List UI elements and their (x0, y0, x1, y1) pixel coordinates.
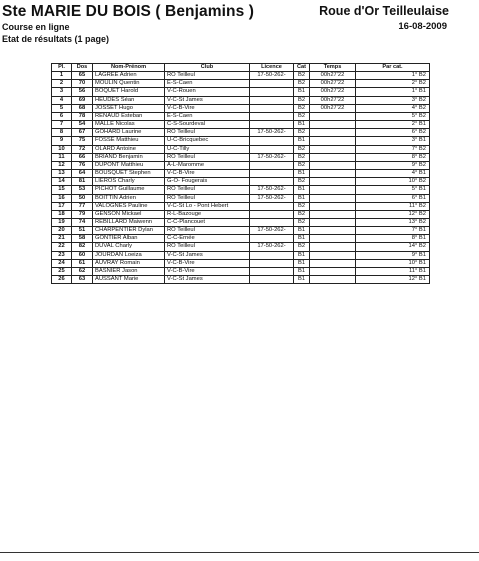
cell-category: B2 (294, 243, 310, 251)
cell-place: 21 (52, 235, 72, 243)
cell-time (310, 153, 356, 161)
cell-category: B1 (294, 121, 310, 129)
cell-licence (250, 145, 294, 153)
cell-category: B2 (294, 96, 310, 104)
cell-bib: 82 (72, 243, 93, 251)
cell-place: 7 (52, 121, 72, 129)
report-title: Etat de résultats (1 page) (2, 34, 110, 44)
cell-time (310, 276, 356, 284)
cell-category: B1 (294, 137, 310, 145)
cell-category-rank: 2° B2 (356, 80, 430, 88)
cell-category: B2 (294, 104, 310, 112)
cell-category-rank: 9° B2 (356, 161, 430, 169)
cell-licence (250, 267, 294, 275)
cell-licence: 17-50-262- (250, 243, 294, 251)
cell-club: V-C-St Lo - Pont Hebert (165, 202, 250, 210)
table-row (52, 170, 430, 178)
cell-category-rank: 12° B1 (356, 276, 430, 284)
cell-bib: 81 (72, 178, 93, 186)
cell-place: 18 (52, 210, 72, 218)
cell-category-rank: 3° B2 (356, 96, 430, 104)
cell-category: B1 (294, 170, 310, 178)
cell-place: 14 (52, 178, 72, 186)
cell-category: B2 (294, 161, 310, 169)
cell-bib: 77 (72, 202, 93, 210)
cell-name: BRIAND Benjamin (93, 153, 165, 161)
cell-name: MALLE Nicolas (93, 121, 165, 129)
cell-club: V-C-St James (165, 276, 250, 284)
cell-licence (250, 170, 294, 178)
cell-category: B1 (294, 227, 310, 235)
cell-bib: 54 (72, 121, 93, 129)
cell-name: HEUDES Séan (93, 96, 165, 104)
cell-category: B2 (294, 202, 310, 210)
cell-place: 6 (52, 112, 72, 120)
cell-place: 25 (52, 267, 72, 275)
cell-club: V-C-B-Vire (165, 259, 250, 267)
cell-club: U-C-Tilly (165, 145, 250, 153)
cell-place: 2 (52, 80, 72, 88)
cell-club: RO Teilleul (165, 227, 250, 235)
race-title: Ste MARIE DU BOIS ( Benjamins ) (2, 3, 254, 20)
cell-club: RO Teilleul (165, 194, 250, 202)
cell-category-rank: 14° B2 (356, 243, 430, 251)
table-row (52, 267, 430, 275)
cell-licence (250, 137, 294, 145)
cell-category-rank: 7° B2 (356, 145, 430, 153)
col-header-category: Cat (294, 64, 310, 72)
cell-time (310, 210, 356, 218)
cell-name: GENSON Mickael (93, 210, 165, 218)
cell-place: 12 (52, 161, 72, 169)
cell-name: GONTIER Alban (93, 235, 165, 243)
table-row (52, 276, 430, 284)
cell-place: 16 (52, 194, 72, 202)
cell-place: 4 (52, 96, 72, 104)
cell-category-rank: 10° B2 (356, 178, 430, 186)
cell-category: B1 (294, 267, 310, 275)
cell-category: B1 (294, 235, 310, 243)
table-row (52, 235, 430, 243)
cell-category: B2 (294, 129, 310, 137)
cell-name: DUPONT Matthieu (93, 161, 165, 169)
table-row (52, 194, 430, 202)
table-row (52, 145, 430, 153)
cell-category: B2 (294, 112, 310, 120)
cell-club: V-C-B-Vire (165, 104, 250, 112)
cell-place: 19 (52, 218, 72, 226)
cell-bib: 74 (72, 218, 93, 226)
cell-category: B2 (294, 80, 310, 88)
table-row (52, 218, 430, 226)
cell-club: C-C-Plancouet (165, 218, 250, 226)
cell-category-rank: 6° B1 (356, 194, 430, 202)
cell-category-rank: 13° B2 (356, 218, 430, 226)
table-row (52, 251, 430, 259)
cell-place: 10 (52, 145, 72, 153)
cell-name: PICHOT Guillaume (93, 186, 165, 194)
cell-time (310, 145, 356, 153)
cell-place: 3 (52, 88, 72, 96)
cell-category: B2 (294, 178, 310, 186)
cell-place: 23 (52, 251, 72, 259)
cell-name: GOHARD Laurine (93, 129, 165, 137)
table-row (52, 243, 430, 251)
cell-bib: 64 (72, 170, 93, 178)
cell-category: B1 (294, 186, 310, 194)
table-row (52, 137, 430, 145)
cell-time (310, 202, 356, 210)
cell-bib: 66 (72, 153, 93, 161)
cell-place: 13 (52, 170, 72, 178)
cell-category-rank: 12° B2 (356, 210, 430, 218)
race-type: Course en ligne (2, 22, 70, 32)
cell-name: FOSSE Matthieu (93, 137, 165, 145)
cell-place: 24 (52, 259, 72, 267)
cell-name: AUVRAY Romain (93, 259, 165, 267)
cell-category: B2 (294, 210, 310, 218)
cell-bib: 75 (72, 137, 93, 145)
cell-time (310, 194, 356, 202)
table-header-row (52, 64, 430, 72)
cell-bib: 68 (72, 104, 93, 112)
cell-name: BOITTIN Adrien (93, 194, 165, 202)
cell-name: VALOGNES Pauline (93, 202, 165, 210)
cell-category-rank: 8° B2 (356, 153, 430, 161)
cell-licence (250, 121, 294, 129)
cell-category: B1 (294, 259, 310, 267)
cell-time (310, 251, 356, 259)
cell-time (310, 235, 356, 243)
col-header-place: Pl. (52, 64, 72, 72)
cell-place: 15 (52, 186, 72, 194)
cell-bib: 63 (72, 276, 93, 284)
cell-time (310, 178, 356, 186)
cell-club: A-L-Maromme (165, 161, 250, 169)
cell-licence (250, 218, 294, 226)
cell-category: B1 (294, 276, 310, 284)
cell-licence (250, 88, 294, 96)
col-header-licence: Licence (250, 64, 294, 72)
table-row (52, 80, 430, 88)
cell-place: 11 (52, 153, 72, 161)
cell-category-rank: 2° B1 (356, 121, 430, 129)
cell-category-rank: 11° B2 (356, 202, 430, 210)
cell-licence: 17-50-262- (250, 72, 294, 80)
cell-bib: 62 (72, 267, 93, 275)
cell-club: V-C-B-Vire (165, 267, 250, 275)
cell-category-rank: 1° B2 (356, 72, 430, 80)
cell-name: JOURDAN Loeiza (93, 251, 165, 259)
organizer-name: Roue d'Or Teilleulaise (319, 4, 449, 18)
cell-club: E-S-Caen (165, 80, 250, 88)
cell-club: V-C-St James (165, 251, 250, 259)
cell-category-rank: 7° B1 (356, 227, 430, 235)
cell-licence (250, 259, 294, 267)
cell-bib: 69 (72, 96, 93, 104)
table-row (52, 210, 430, 218)
cell-club: V-C-St James (165, 96, 250, 104)
cell-name: REBILLARD Maiwenn (93, 218, 165, 226)
cell-time: 00h27'22 (310, 88, 356, 96)
table-row (52, 72, 430, 80)
cell-place: 22 (52, 243, 72, 251)
cell-bib: 70 (72, 80, 93, 88)
cell-time: 00h27'22 (310, 80, 356, 88)
table-row (52, 104, 430, 112)
table-row (52, 186, 430, 194)
cell-club: RO Teilleul (165, 72, 250, 80)
cell-licence (250, 96, 294, 104)
cell-club: U-C-Bricquebec (165, 137, 250, 145)
cell-licence: 17-50-262- (250, 186, 294, 194)
cell-name: LIEROS Charly (93, 178, 165, 186)
cell-time (310, 243, 356, 251)
cell-bib: 79 (72, 210, 93, 218)
cell-category: B2 (294, 145, 310, 153)
cell-category-rank: 1° B1 (356, 88, 430, 96)
cell-time (310, 129, 356, 137)
cell-time (310, 121, 356, 129)
cell-time (310, 161, 356, 169)
results-table (51, 63, 430, 284)
cell-category: B2 (294, 153, 310, 161)
cell-category: B2 (294, 218, 310, 226)
cell-club: V-C-B-Vire (165, 170, 250, 178)
cell-club: V-C-Rouen (165, 88, 250, 96)
cell-club: RO Teilleul (165, 153, 250, 161)
cell-club: RO Teilleul (165, 243, 250, 251)
cell-licence (250, 161, 294, 169)
cell-bib: 76 (72, 161, 93, 169)
cell-name: OLARD Antoine (93, 145, 165, 153)
cell-name: BASNIER Jason (93, 267, 165, 275)
cell-bib: 58 (72, 235, 93, 243)
cell-club: RO Teilleul (165, 129, 250, 137)
cell-category: B1 (294, 194, 310, 202)
cell-category: B1 (294, 88, 310, 96)
col-header-club: Club (165, 64, 250, 72)
cell-licence: 17-50-262- (250, 129, 294, 137)
cell-place: 1 (52, 72, 72, 80)
cell-category-rank: 10° B1 (356, 259, 430, 267)
cell-category-rank: 6° B2 (356, 129, 430, 137)
cell-licence (250, 80, 294, 88)
cell-name: DUVAL Charly (93, 243, 165, 251)
cell-licence: 17-50-262- (250, 194, 294, 202)
cell-club: C-C-Ernée (165, 235, 250, 243)
cell-place: 17 (52, 202, 72, 210)
cell-club: RO Teilleul (165, 186, 250, 194)
cell-place: 9 (52, 137, 72, 145)
cell-category-rank: 5° B1 (356, 186, 430, 194)
cell-bib: 60 (72, 251, 93, 259)
cell-club: G-O- Fougerais (165, 178, 250, 186)
table-row (52, 129, 430, 137)
cell-licence (250, 178, 294, 186)
cell-name: AUSSANT Marie (93, 276, 165, 284)
cell-licence (250, 276, 294, 284)
results-body (52, 72, 430, 284)
table-row (52, 121, 430, 129)
cell-time (310, 186, 356, 194)
cell-name: CHARPENTIER Dylan (93, 227, 165, 235)
cell-time: 00h27'22 (310, 96, 356, 104)
cell-name: JOSSET Hugo (93, 104, 165, 112)
cell-bib: 53 (72, 186, 93, 194)
cell-category-rank: 4° B2 (356, 104, 430, 112)
cell-place: 26 (52, 276, 72, 284)
cell-time (310, 170, 356, 178)
cell-place: 8 (52, 129, 72, 137)
table-row (52, 88, 430, 96)
cell-bib: 67 (72, 129, 93, 137)
table-row (52, 202, 430, 210)
cell-name: LAGREE Adrien (93, 72, 165, 80)
cell-time (310, 267, 356, 275)
cell-category: B1 (294, 251, 310, 259)
race-date: 16-08-2009 (398, 21, 447, 32)
cell-bib: 78 (72, 112, 93, 120)
cell-bib: 51 (72, 227, 93, 235)
cell-name: BOUSQUET Stephen (93, 170, 165, 178)
table-row (52, 161, 430, 169)
cell-category-rank: 5° B2 (356, 112, 430, 120)
table-row (52, 259, 430, 267)
cell-licence (250, 112, 294, 120)
page-divider (0, 552, 479, 553)
cell-place: 20 (52, 227, 72, 235)
cell-time (310, 259, 356, 267)
table-row (52, 153, 430, 161)
cell-category-rank: 11° B1 (356, 267, 430, 275)
cell-category: B2 (294, 72, 310, 80)
col-header-name: Nom-Prénom (93, 64, 165, 72)
cell-category-rank: 9° B1 (356, 251, 430, 259)
col-header-time: Temps (310, 64, 356, 72)
cell-name: RENAUD Esteban (93, 112, 165, 120)
cell-bib: 65 (72, 72, 93, 80)
cell-licence (250, 235, 294, 243)
table-row (52, 227, 430, 235)
cell-time (310, 218, 356, 226)
cell-licence (250, 202, 294, 210)
cell-name: BOQUET Harold (93, 88, 165, 96)
cell-bib: 56 (72, 88, 93, 96)
cell-licence: 17-50-262- (250, 153, 294, 161)
cell-time (310, 227, 356, 235)
table-row (52, 112, 430, 120)
cell-name: MOULIN Quentin (93, 80, 165, 88)
cell-place: 5 (52, 104, 72, 112)
cell-licence (250, 210, 294, 218)
cell-category-rank: 3° B1 (356, 137, 430, 145)
cell-bib: 50 (72, 194, 93, 202)
cell-time: 00h27'22 (310, 72, 356, 80)
cell-category-rank: 8° B1 (356, 235, 430, 243)
cell-club: C-S-Sourdeval (165, 121, 250, 129)
cell-time (310, 112, 356, 120)
cell-bib: 72 (72, 145, 93, 153)
cell-club: R-L-Bazouge (165, 210, 250, 218)
cell-bib: 61 (72, 259, 93, 267)
table-row (52, 178, 430, 186)
cell-club: E-S-Caen (165, 112, 250, 120)
cell-licence (250, 104, 294, 112)
col-header-bib: Dos (72, 64, 93, 72)
cell-category-rank: 4° B1 (356, 170, 430, 178)
table-row (52, 96, 430, 104)
cell-time (310, 137, 356, 145)
cell-licence (250, 251, 294, 259)
cell-licence: 17-50-262- (250, 227, 294, 235)
cell-time: 00h27'22 (310, 104, 356, 112)
col-header-category-rank: Par cat. (356, 64, 430, 72)
